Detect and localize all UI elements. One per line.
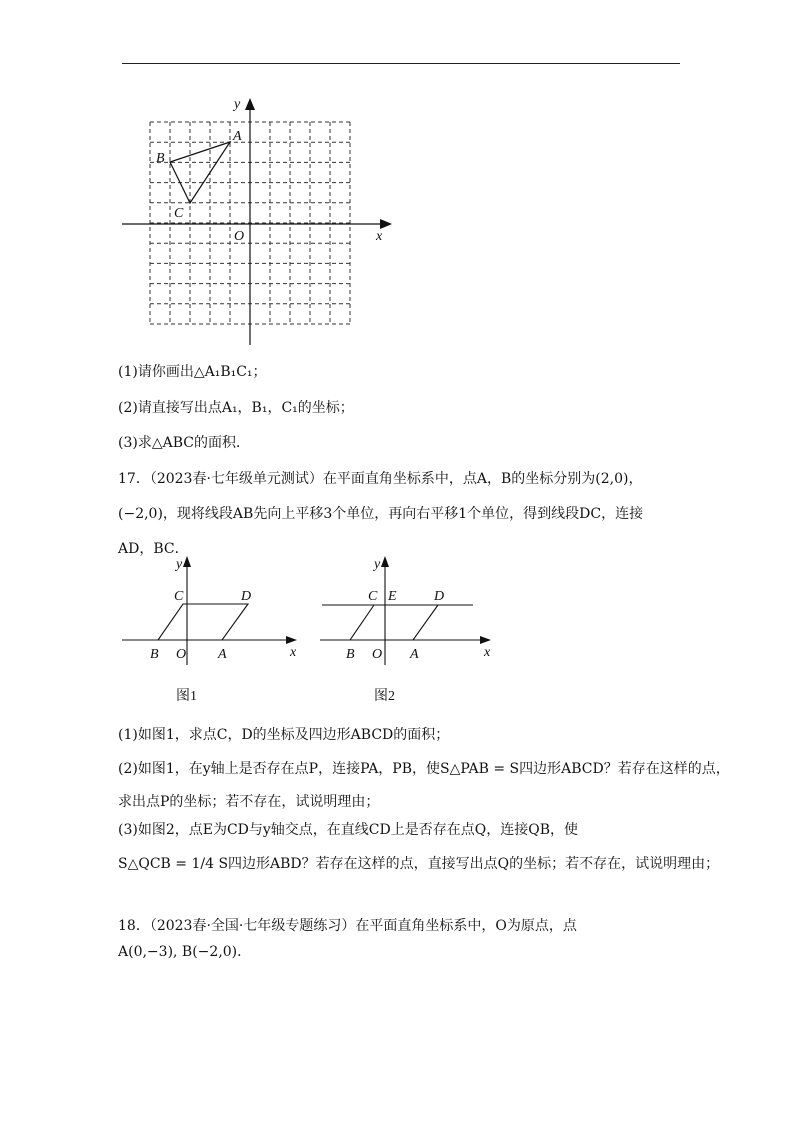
label-x: x [376, 229, 383, 244]
label-c: C [174, 206, 184, 221]
fig2-label-d: D [434, 589, 445, 604]
fig1-label-o: O [176, 647, 187, 662]
fig1-label-x: x [290, 645, 297, 660]
fig2-label-a: A [410, 647, 419, 662]
label-a: A [233, 129, 242, 144]
q17-stem-2: (−2,0)，现将线段AB先向上平移3个单位，再向右平移1个单位，得到线段DC，连接 [118, 506, 644, 522]
fig1-label-b: B [150, 647, 159, 662]
fig1-label-c: C [174, 589, 184, 604]
q17-part1: (1)如图1，求点C，D的坐标及四边形ABCD的面积； [118, 727, 450, 743]
fig2-label-x: x [484, 645, 491, 660]
fig2-label-c: C [368, 589, 378, 604]
fig1-label-d: D [241, 589, 252, 604]
q16-part3: (3)求△ABC的面积． [118, 435, 250, 451]
fig2-label-e: E [388, 589, 397, 604]
fig2-label-o: O [372, 647, 383, 662]
fig2-caption: 图2 [374, 689, 395, 704]
label-b: B [156, 151, 165, 166]
label-o: O [234, 229, 245, 244]
q17-part2a: (2)如图1，在y轴上是否存在点P，连接PA，PB，使S△PAB = S四边形ABCD？若存在这样的点， [118, 761, 730, 777]
q17-part2b: 求出点P的坐标；若不存在，试说明理由； [118, 794, 380, 810]
fig2-label-y: y [374, 557, 381, 572]
q17-stem-3: AD，BC． [118, 541, 189, 557]
fig1-label-a: A [218, 647, 227, 662]
fig2-label-b: B [346, 647, 355, 662]
grid-figure [122, 97, 392, 345]
q17-part3a: (3)如图2，点E为CD与y轴交点，在直线CD上是否存在点Q，连接QB，使 [118, 822, 578, 838]
fig1-label-y: y [176, 557, 183, 572]
q17-part3b: S△QCB = 1/4 S四边形ABD？若存在这样的点，直接写出点Q的坐标；若不存在，试说明理由； [118, 856, 720, 872]
label-y: y [234, 97, 241, 112]
y-axis-arrow-icon [245, 98, 255, 110]
q16-part2: (2)请直接写出点A₁，B₁，C₁的坐标； [118, 400, 354, 416]
q18-stem-1: 18．（2023春·全国·七年级专题练习）在平面直角坐标系中，O为原点，点 [118, 918, 577, 934]
triangle-abc [170, 142, 230, 203]
q16-part1: (1)请你画出△A₁B₁C₁； [118, 364, 267, 380]
x-axis-arrow-icon [380, 219, 392, 229]
fig1-caption: 图1 [176, 689, 197, 704]
q17-stem-1: 17．（2023春·七年级单元测试）在平面直角坐标系中，点A，B的坐标分别为(2,0)， [118, 471, 643, 487]
figure-1 [122, 556, 297, 665]
q18-stem-2: A(0,−3), B(−2,0)． [118, 944, 252, 960]
